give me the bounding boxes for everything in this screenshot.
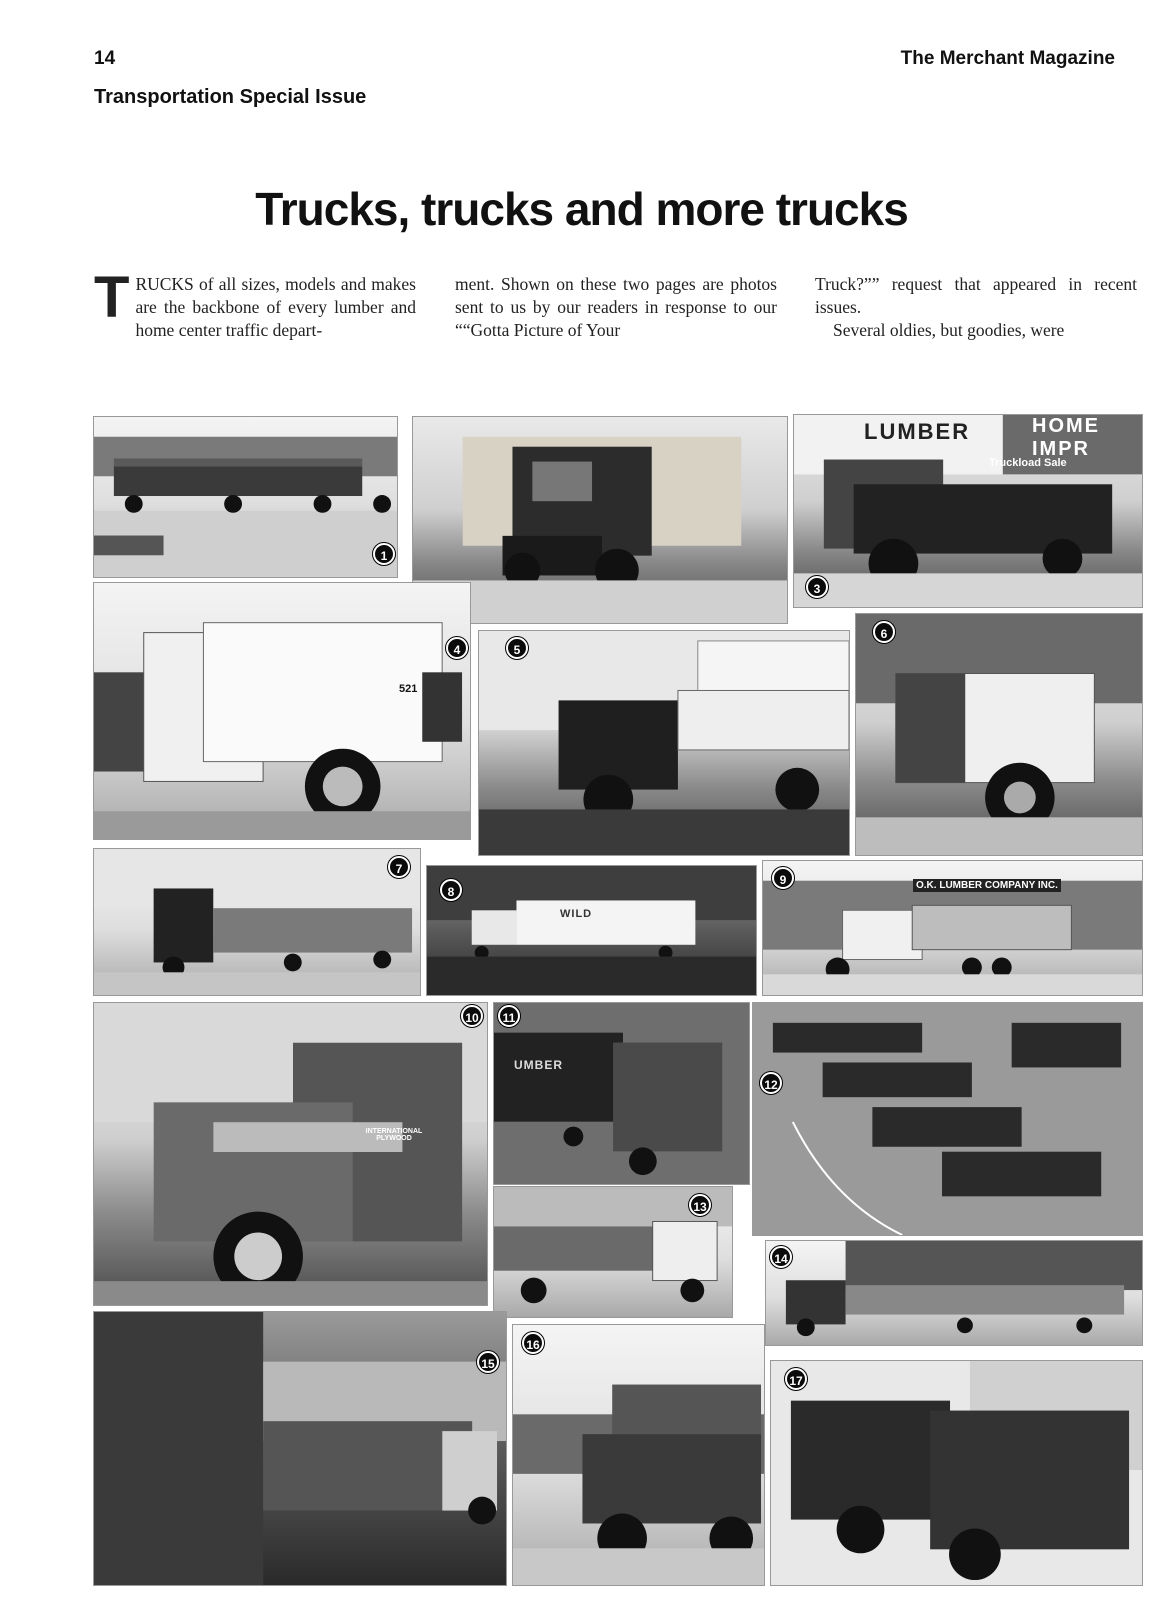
photo-8-illustration [427, 866, 756, 995]
photo-5-badge: 5 [506, 637, 528, 659]
photo-8 [426, 865, 757, 996]
photo-7-illustration [94, 849, 420, 995]
article-title: Trucks, trucks and more trucks [255, 183, 908, 235]
photo-9-building-sign: O.K. LUMBER COMPANY INC. [913, 879, 1061, 892]
photo-4 [93, 582, 471, 840]
column-3-text-b: Several oldies, but goodies, were [833, 320, 1065, 340]
photo-8-trailer-text: WILD [560, 908, 593, 920]
photo-15 [93, 1311, 507, 1586]
photo-16-illustration [513, 1325, 764, 1585]
article-column-2 [455, 273, 777, 342]
photo-11-badge: 11 [498, 1005, 520, 1027]
photo-17-illustration [771, 1361, 1142, 1585]
photo-14 [765, 1240, 1143, 1346]
article-column-3 [815, 273, 1137, 342]
photo-3-badge: 3 [806, 576, 828, 598]
photo-9 [762, 860, 1143, 996]
photo-10-illustration [94, 1003, 487, 1305]
photo-1-badge: 1 [373, 543, 395, 565]
drop-cap: T [94, 265, 130, 330]
column-2-text: ment. Shown on these two pages are photos sent to us by our readers in response to our ““Gotta Picture of Your [455, 274, 777, 340]
section-label: Transportation Special Issue [94, 86, 367, 108]
photo-10-badge: 10 [461, 1005, 483, 1027]
photo-4-badge: 4 [446, 637, 468, 659]
photo-15-illustration [94, 1312, 506, 1585]
page-number: 14 [94, 48, 116, 69]
photo-4-cab-number: 521 [399, 683, 418, 695]
photo-7 [93, 848, 421, 996]
photo-13-badge: 13 [689, 1194, 711, 1216]
photo-5-illustration [479, 631, 849, 855]
photo-3-banner: Truckload Sale [989, 457, 1067, 469]
photo-8-badge: 8 [440, 879, 462, 901]
photo-9-badge: 9 [772, 867, 794, 889]
photo-17 [770, 1360, 1143, 1586]
photo-1-illustration [94, 417, 397, 577]
article-column-1 [94, 265, 416, 342]
photo-11-illustration [494, 1003, 749, 1184]
photo-4-illustration [94, 583, 470, 839]
photo-15-badge: 15 [477, 1351, 499, 1373]
photo-5 [478, 630, 850, 856]
column-1-text: RUCKS of all sizes, models and makes are the backbone of every lumber and home center traffic depart- [135, 274, 416, 340]
photo-3 [793, 414, 1143, 608]
photo-1 [93, 416, 398, 578]
photo-12-illustration [753, 1003, 1142, 1235]
photo-16-badge: 16 [522, 1332, 544, 1354]
photo-6-badge: 6 [873, 621, 895, 643]
photo-12 [752, 1002, 1143, 1236]
photo-7-badge: 7 [388, 856, 410, 878]
magazine-name: The Merchant Magazine [900, 48, 1115, 69]
photo-6 [855, 613, 1143, 856]
photo-3-sign-home: HOME IMPR [1032, 415, 1100, 460]
photo-11 [493, 1002, 750, 1185]
photo-14-badge: 14 [770, 1246, 792, 1268]
photo-11-trailer-text: UMBER [514, 1058, 563, 1072]
photo-3-sign-lumber: LUMBER [864, 419, 971, 444]
photo-6-illustration [856, 614, 1142, 855]
photo-16 [512, 1324, 765, 1586]
photo-10 [93, 1002, 488, 1306]
column-3-text-a: Truck?”” request that appeared in recent issues. [815, 274, 1137, 317]
photo-17-badge: 17 [785, 1368, 807, 1390]
photo-14-illustration [766, 1241, 1142, 1345]
photo-10-door-text: INTERNATIONAL PLYWOOD [365, 1128, 423, 1142]
photo-12-badge: 12 [760, 1072, 782, 1094]
